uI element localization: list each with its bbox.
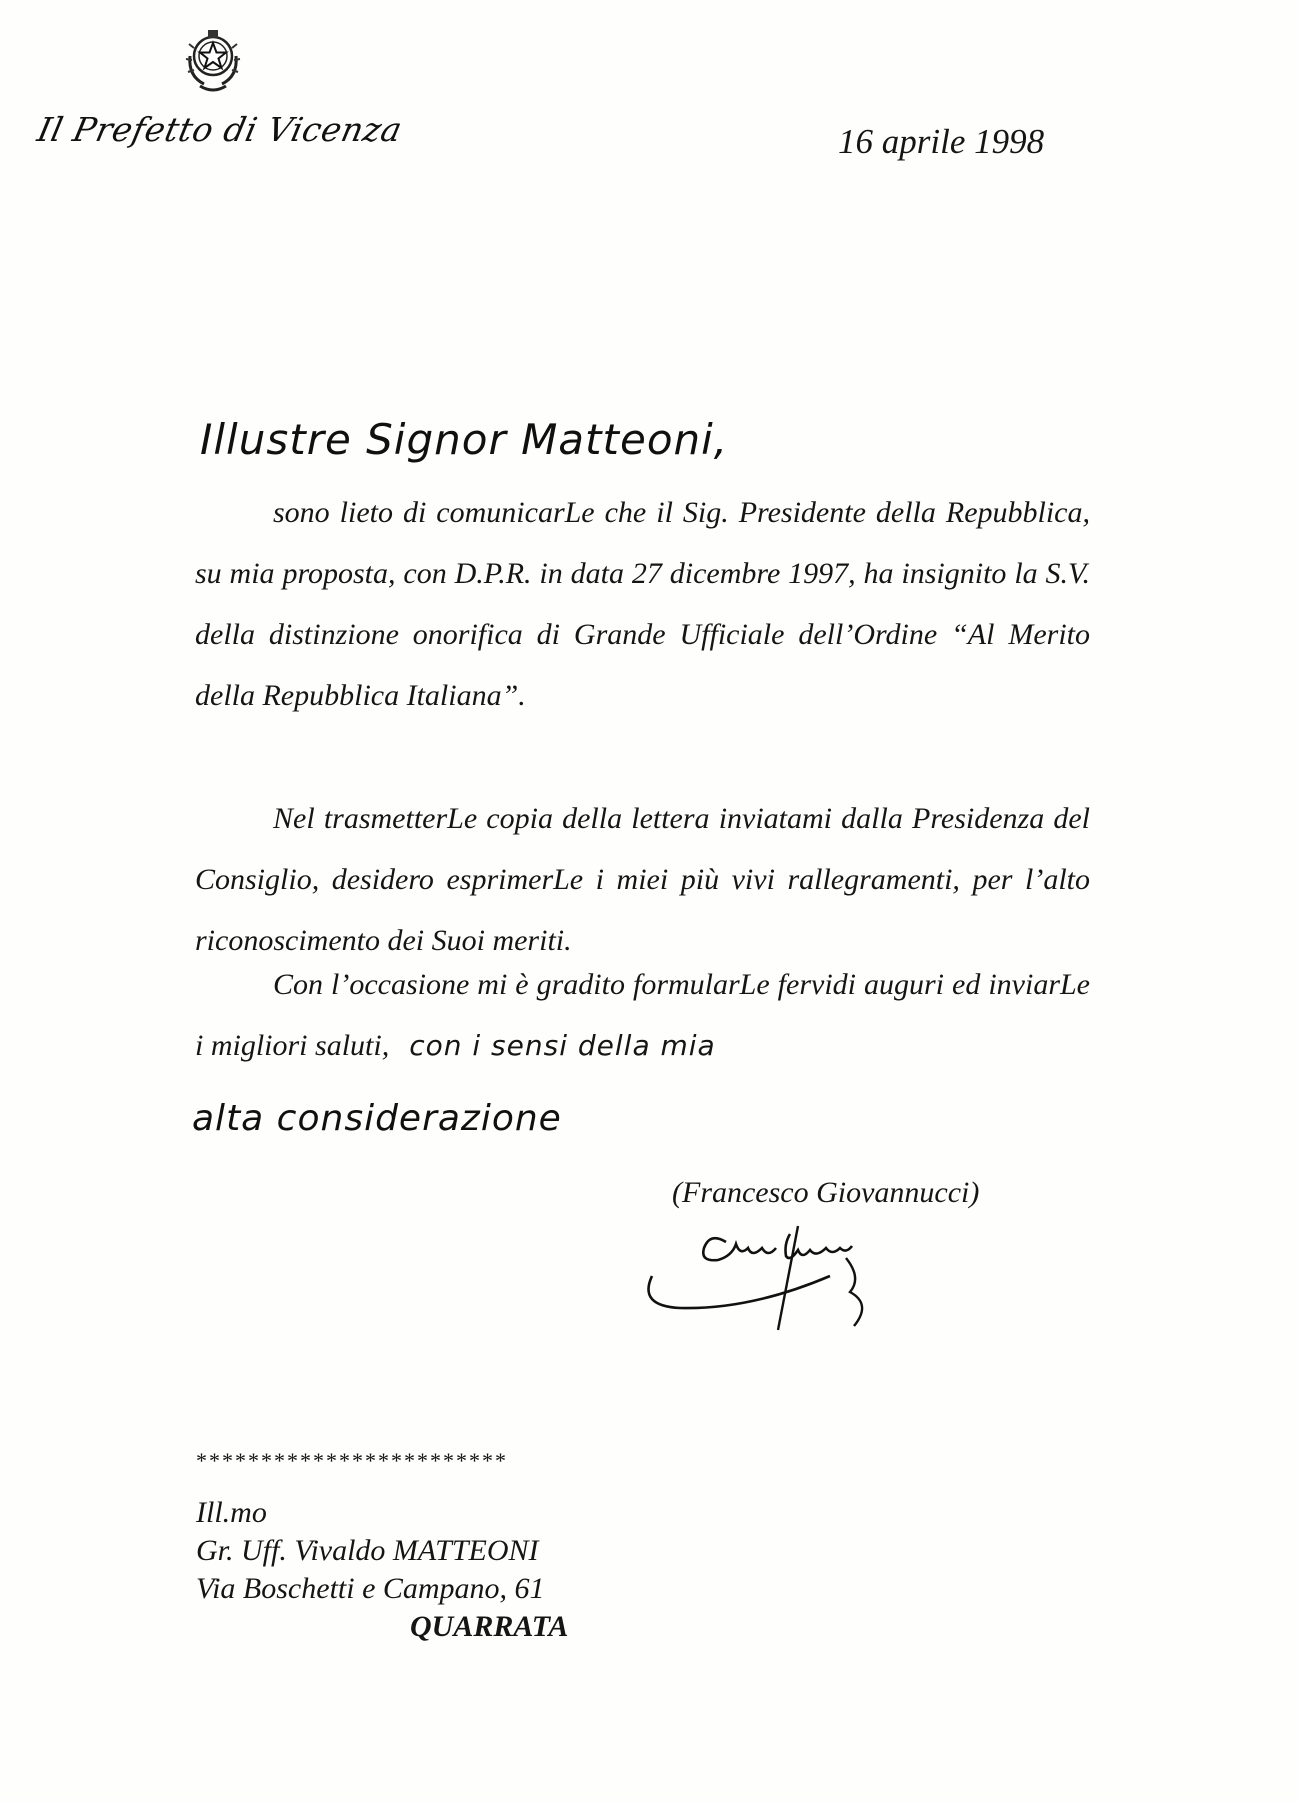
paragraph-text <box>195 954 1090 1076</box>
letterhead-title: Il Prefetto di Vicenza <box>34 110 406 149</box>
letter-date: 16 aprile 1998 <box>838 122 1045 161</box>
paragraph-closing <box>195 954 1090 1076</box>
paragraph-text: sono lieto di comunicarLe che il Sig. Presidente della Repubblica, su mia proposta, con D.P.R. in data 27 dicembre 1997, ha insignito la S.V. della distinzione onorifica di Grande Ufficiale dell’Ordine “Al Merito della Repubblica Italiana”. <box>195 496 1090 712</box>
italian-republic-emblem-icon <box>180 26 246 96</box>
addressee-honorific: Ill.mo <box>196 1496 267 1529</box>
paragraph-text: Nel trasmetterLe copia della lettera inviatami dalla Presidenza del Consiglio, desidero esprimerLe i miei più vivi rallegramenti, per l’alto riconoscimento dei Suoi meriti. <box>195 802 1090 957</box>
separator-line: ************************ <box>196 1448 508 1473</box>
addressee-name: Gr. Uff. Vivaldo MATTEONI <box>196 1534 539 1567</box>
paragraph-congratulations <box>195 788 1090 971</box>
handwritten-salutation: Illustre Signor Matteoni, <box>200 415 729 464</box>
paragraph-announcement <box>195 482 1090 726</box>
addressee-city: QUARRATA <box>410 1610 569 1643</box>
handwritten-signature <box>640 1222 940 1337</box>
addressee-block <box>196 1494 568 1646</box>
handwritten-closing-line: alta considerazione <box>192 1098 562 1139</box>
addressee-street: Via Boschetti e Campano, 61 <box>196 1572 545 1605</box>
closing-typed-text: Con l’occasione mi è gradito formularLe fervidi auguri ed inviarLe i migliori saluti, <box>195 968 1090 1062</box>
signatory-name: (Francesco Giovannucci) <box>672 1176 980 1209</box>
handwritten-closing-inline: con i sensi della mia <box>409 1029 716 1062</box>
